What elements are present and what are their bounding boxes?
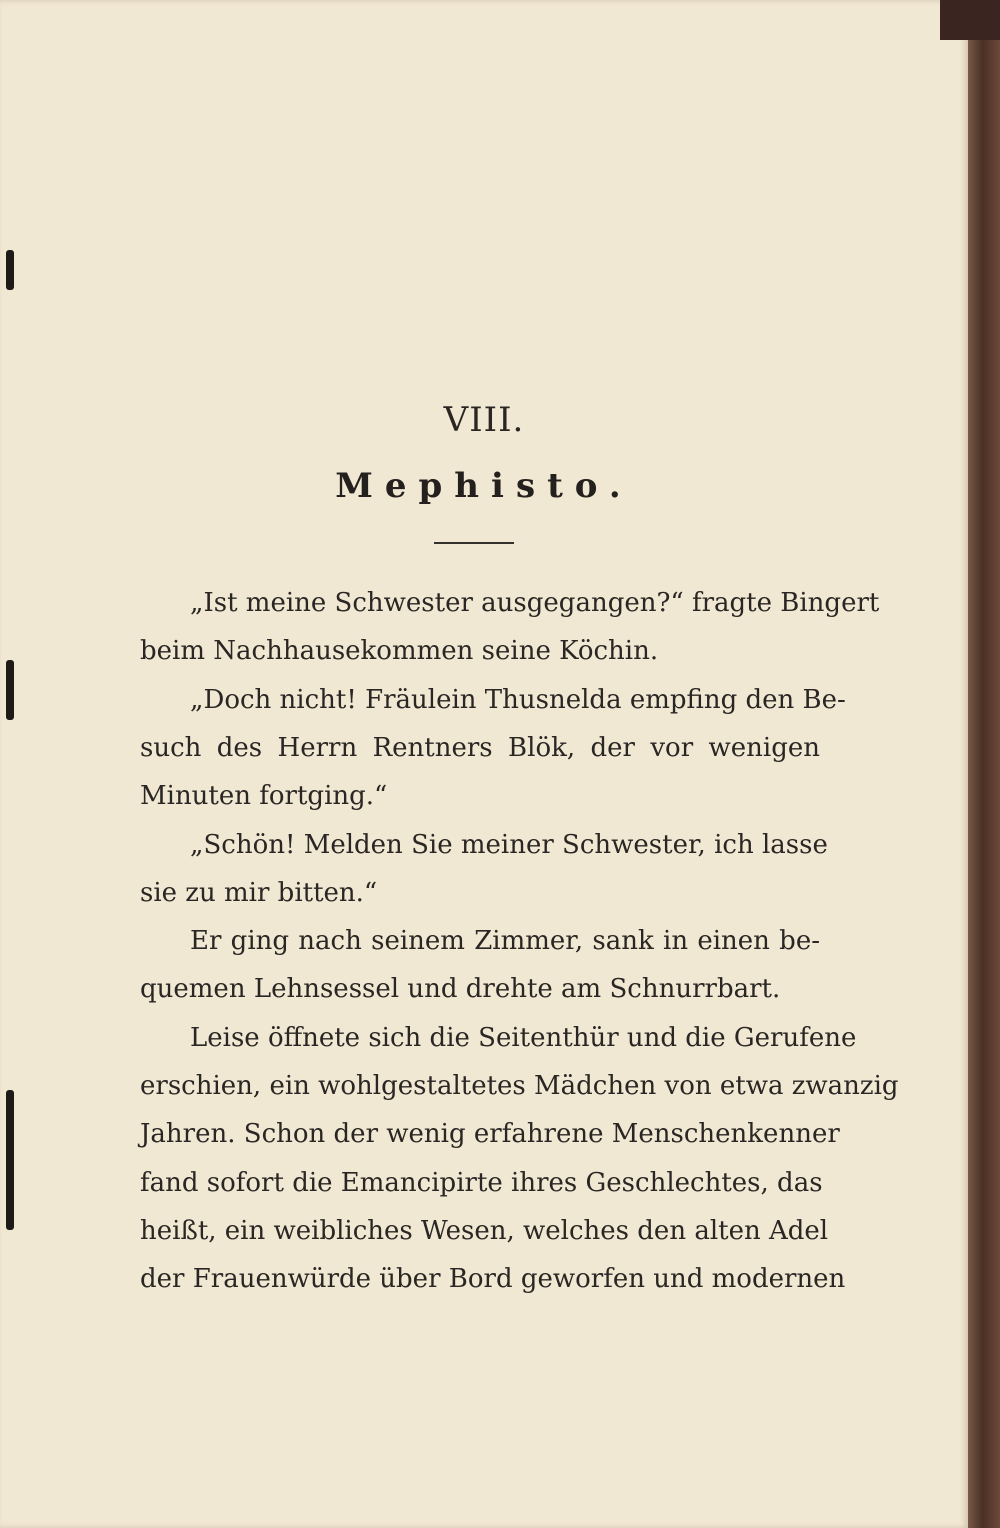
page-edge-mark — [6, 660, 14, 720]
text-line: erschien, ein wohlgestaltetes Mädchen von etwa zwanzig — [140, 1071, 899, 1101]
text-line: Er ging nach seinem Zimmer, sank in einen be- — [190, 926, 820, 957]
text-line: Jahren. Schon der wenig erfahrene Menschenkenner — [140, 1119, 840, 1150]
text-line: „Schön! Melden Sie meiner Schwester, ich lasse — [190, 829, 828, 860]
text-line: „Doch nicht! Fräulein Thusnelda empfing den Be- — [190, 684, 846, 715]
chapter-number: VIII. — [443, 400, 525, 440]
text-line: beim Nachhausekommen seine Köchin. — [140, 636, 659, 667]
text-line: „Ist meine Schwester ausgegangen?“ fragte Bingert — [190, 588, 880, 618]
text-line: such des Herrn Rentners Blök, der vor wenigen — [140, 732, 820, 763]
page-edge-mark — [6, 250, 14, 290]
text-line: quemen Lehnsessel und drehte am Schnurrbart. — [140, 974, 781, 1005]
text-line: Leise öffnete sich die Seitenthür und die Gerufene — [190, 1022, 857, 1053]
book-spine — [968, 0, 1000, 1528]
text-line: heißt, ein weibliches Wesen, welches den alten Adel — [140, 1215, 829, 1246]
text-line: der Frauenwürde über Bord geworfen und modernen — [140, 1264, 846, 1295]
text-line: fand sofort die Emancipirte ihres Geschlechtes, das — [140, 1167, 823, 1198]
text-line: Minuten fortging.“ — [140, 781, 388, 812]
text-line: sie zu mir bitten.“ — [140, 877, 378, 908]
chapter-title: Mephisto. — [335, 466, 633, 506]
page-edge-mark — [6, 1090, 14, 1230]
book-spine-top — [940, 0, 1000, 40]
title-rule — [434, 542, 514, 544]
